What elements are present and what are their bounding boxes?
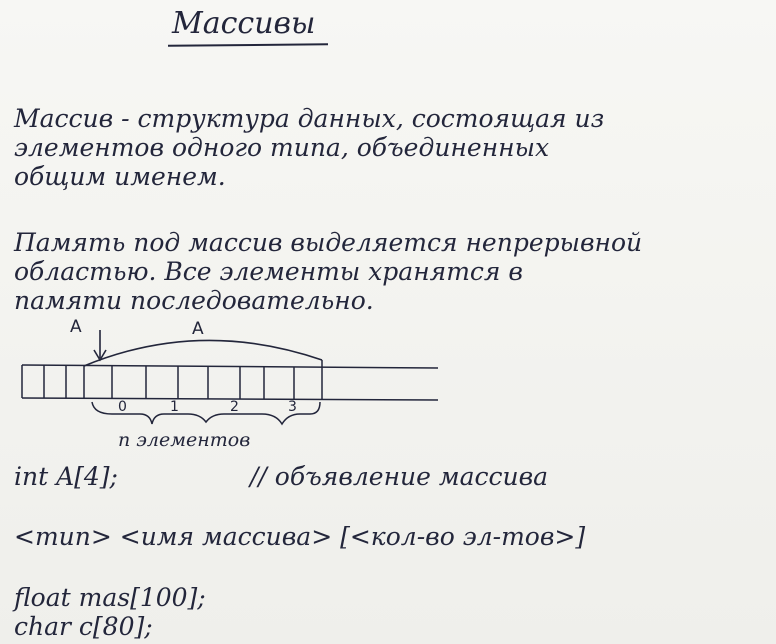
pointer-arrow [94,330,106,360]
elements-caption: n элементов [118,429,251,451]
definition-line-2: элементов одного типа, объединенных [14,133,550,162]
definition-line-3: общим именем. [14,162,226,191]
index-3: 3 [288,399,297,415]
index-1: 1 [170,399,179,415]
declaration-syntax: <тип> <имя массива> [<кол-во эл-тов>] [14,522,586,551]
memory-line-1: Память под массив выделяется непрерывной [14,228,643,257]
memory-strip [22,360,438,400]
definition-line-1: Массив - структура данных, состоящая из [14,104,605,133]
index-0: 0 [118,399,127,415]
title-underline [168,43,328,46]
pointer-label: A [70,317,82,337]
declaration-comment: // объявление массива [250,462,549,491]
memory-line-2: областью. Все элементы хранятся в [14,257,523,286]
index-2: 2 [230,399,239,415]
span-arc [84,340,322,366]
memory-diagram [0,310,776,460]
memory-line-3: памяти последовательно. [14,286,374,315]
float-example: float mas[100]; [14,583,206,612]
span-label: A [192,319,204,339]
char-example: char c[80]; [14,612,153,641]
array-declaration: int A[4]; [14,462,118,491]
page-title: Массивы [172,6,316,41]
